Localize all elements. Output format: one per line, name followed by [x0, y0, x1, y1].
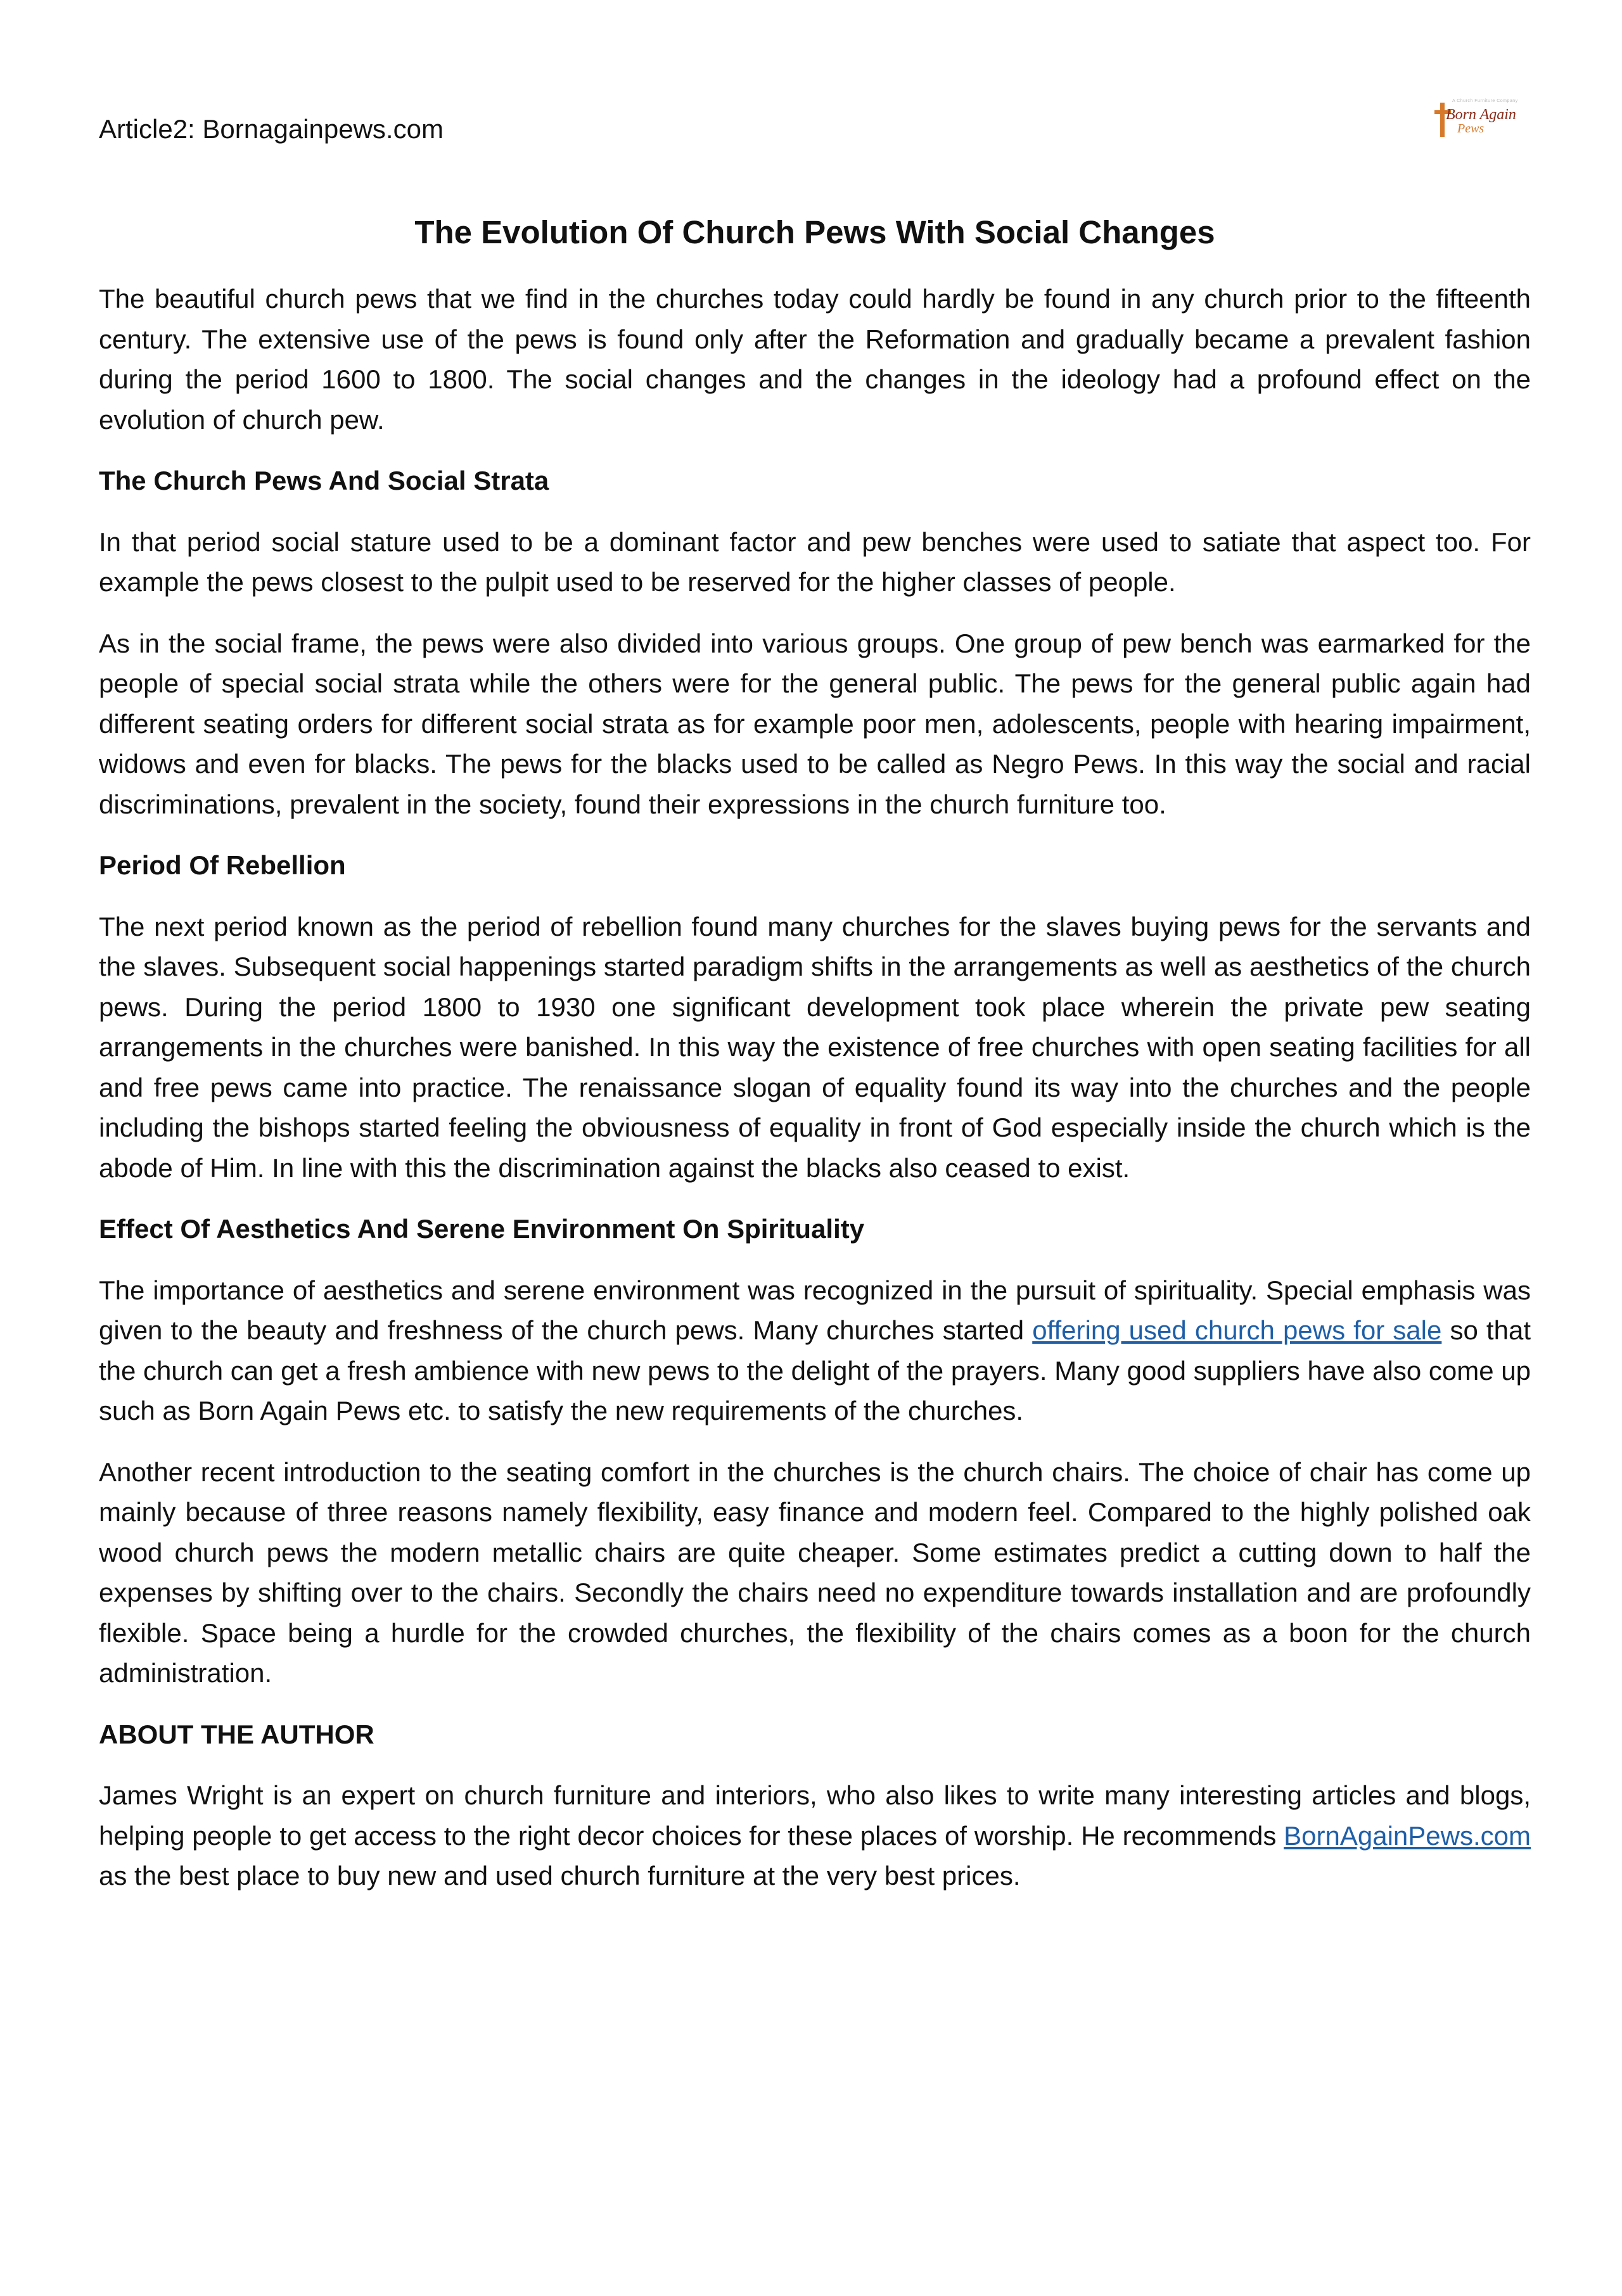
logo-tagline: A Church Furniture Company [1452, 99, 1518, 103]
paragraph: The next period known as the period of rebellion found many churches for the slaves buying pews for the servants and the slaves. Subsequent social happenings started paradigm shifts in the arrangements as well as aesthetics of the church pews. During the period 1800 to 1930 one significant development took place wherein the private pew seating arrangements in the churches were banished. In this way the existence of free churches with open seating facilities for all and free pews came into practice. The renaissance slogan of equality found its way into the churches and the people including the bishops started feeling the obviousness of equality in front of God especially inside the church which is the abode of Him. In line with this the discrimination against the blacks also ceased to exist. [99, 911, 1531, 1183]
section-heading-about-author: ABOUT THE AUTHOR [99, 1719, 374, 1749]
header-label: Article2: Bornagainpews.com [99, 114, 444, 144]
intro-paragraph: The beautiful church pews that we find in the churches today could hardly be found in any church prior to the fifteenth century. The extensive use of the pews is found only after the Reformation and gradually became a prevalent fashion during the period 1600 to 1800. The social changes and the changes in the ideology had a profound effect on the evolution of church pew. [99, 284, 1531, 435]
article-title: The Evolution Of Church Pews With Social Changes [414, 214, 1215, 250]
paragraph-text: so that the church can get a fresh ambience with new pews to the delight of the prayers. Many good suppliers have also come up such as Born Again Pews etc. to satisfy the new requirements of the churches. [99, 1315, 1531, 1425]
bornagainpews-link[interactable]: BornAgainPews.com [1284, 1820, 1531, 1851]
article-body [99, 279, 1531, 1917]
used-pews-for-sale-link[interactable]: offering used church pews for sale [1032, 1315, 1442, 1345]
paragraph-text: The importance of aesthetics and serene environment was recognized in the pursuit of spirituality. Special emphasis was given to the beauty and freshness of the church pews. Many churches started [99, 1275, 1531, 1345]
section-heading-rebellion: Period Of Rebellion [99, 850, 346, 880]
born-again-pews-logo [1419, 95, 1527, 146]
section-heading-aesthetics: Effect Of Aesthetics And Serene Environment On Spirituality [99, 1214, 865, 1244]
paragraph: In that period social stature used to be a dominant factor and pew benches were used to satiate that aspect too. For example the pews closest to the pulpit used to be reserved for the higher classes of people. [99, 526, 1531, 597]
author-paragraph [99, 1775, 1531, 1896]
logo-word-pews: Pews [1457, 122, 1485, 136]
section-heading-social-strata: The Church Pews And Social Strata [99, 466, 549, 495]
logo-word-born-again: Born Again [1446, 106, 1516, 123]
paragraph: Another recent introduction to the seating comfort in the churches is the church chairs. The choice of chair has come up mainly because of three reasons namely flexibility, easy finance and modern feel. Compared to the highly polished oak wood church pews the modern metallic chairs are quite cheaper. Some estimates predict a cutting down to half the expenses by shifting over to the chairs. Secondly the chairs need no expenditure towards installation and are profoundly flexible. Space being a hurdle for the crowded churches, the flexibility of the chairs comes as a boon for the church administration. [99, 1457, 1531, 1688]
paragraph: As in the social frame, the pews were also divided into various groups. One group of pew bench was earmarked for the people of special social strata while the others were for the general public. The pews for the general public again had different seating orders for different social strata as for example poor men, adolescents, people with hearing impairment, widows and even for blacks. The pews for the blacks used to be called as Negro Pews. In this way the social and racial discriminations, prevalent in the society, found their expressions in the church furniture too. [99, 628, 1531, 819]
paragraph-text: as the best place to buy new and used church furniture at the very best prices. [99, 1861, 1021, 1891]
paragraph-with-link [99, 1270, 1531, 1431]
paragraph-text: James Wright is an expert on church furniture and interiors, who also likes to write many interesting articles and blogs, helping people to get access to the right decor choices for these places of worship. He recommends [99, 1780, 1531, 1851]
